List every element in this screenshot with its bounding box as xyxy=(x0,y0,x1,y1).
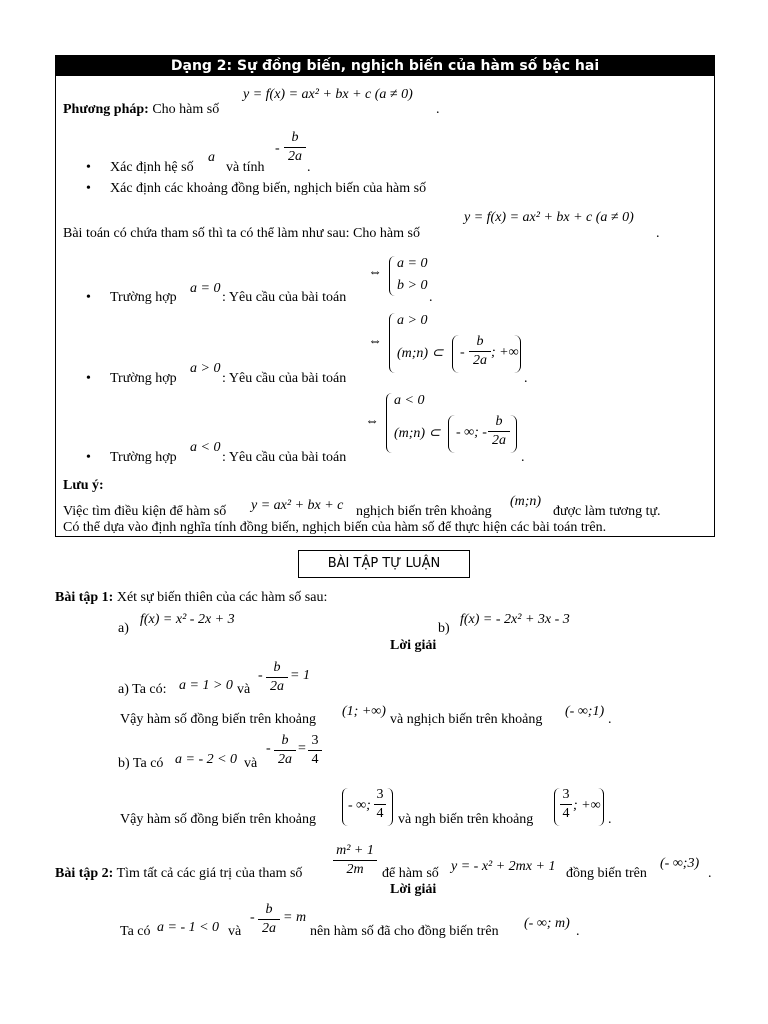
frac-num: b xyxy=(281,733,289,748)
case-req: : Yêu cầu của bài toán xyxy=(222,371,347,386)
frac-den: 2a xyxy=(284,147,306,166)
case1-sys1: a = 0 xyxy=(397,256,428,271)
frac-den: 4 xyxy=(374,804,386,823)
case2-sys1: a > 0 xyxy=(397,313,428,328)
equiv-icon: ⇔ xyxy=(368,334,382,349)
note-label: Lưu ý: xyxy=(63,478,104,493)
ex1-solution-label: Lời giải xyxy=(390,638,437,653)
ex1-a-label: a) xyxy=(118,621,129,636)
case3-cond: a < 0 xyxy=(190,440,221,455)
ex2-sol: Ta có xyxy=(120,924,151,939)
paren-right-icon xyxy=(387,788,393,826)
equiv-icon: ⇔ xyxy=(368,265,382,280)
ex1-b-sol: b) Ta có xyxy=(118,756,164,771)
frac-num: m² + 1 xyxy=(336,843,374,858)
case3-sys1: a < 0 xyxy=(394,393,425,408)
ex1-and: và xyxy=(237,682,251,697)
minus-sign: - xyxy=(266,741,271,756)
frac-num: 3 xyxy=(376,787,384,802)
func-definition: y = f(x) = ax² + bx + c (a ≠ 0) xyxy=(243,87,413,102)
frac-num: b xyxy=(265,902,273,917)
section-title: BÀI TẬP TỰ LUẬN xyxy=(298,550,470,578)
case-label: Trường hợp xyxy=(110,450,177,465)
ex1-b-cond: a = - 2 < 0 xyxy=(175,752,238,767)
bullet-icon: • xyxy=(86,450,91,465)
minus-sign: - xyxy=(460,345,465,360)
ex1-line xyxy=(55,590,327,606)
bullet1-text-b: và tính xyxy=(226,160,265,175)
fraction-b-2a xyxy=(266,659,288,696)
minus-sign: - xyxy=(258,668,263,683)
fraction-b-2a xyxy=(258,901,280,938)
brace-icon xyxy=(389,313,396,373)
ex2-text3: đồng biến trên xyxy=(566,866,647,881)
ex1-a-int2: (- ∞;1) xyxy=(565,704,605,719)
ex1-a-val: = 1 xyxy=(290,668,310,683)
ex1-b-func: f(x) = - 2x² + 3x - 3 xyxy=(460,612,570,627)
frac-den: 2a xyxy=(266,677,288,696)
case-req: : Yêu cầu của bài toán xyxy=(222,450,347,465)
ex1-a-sol: a) Ta có: xyxy=(118,682,167,697)
fraction-b-2a xyxy=(284,129,306,166)
frac-den: 4 xyxy=(560,804,572,823)
ex2-line xyxy=(55,866,302,882)
ex2-solution-label: Lời giải xyxy=(390,882,437,897)
frac-den: 2a xyxy=(469,351,491,370)
ex1-a-cond: a = 1 > 0 xyxy=(179,678,233,693)
frac-num: b xyxy=(495,414,503,429)
dot: . xyxy=(656,226,660,241)
minus-sign: - xyxy=(275,141,280,156)
ex1-b-label: b) xyxy=(438,621,450,636)
box-title: Dạng 2: Sự đồng biến, nghịch biến của hàm số bậc hai xyxy=(56,56,714,76)
frac-num: b xyxy=(291,130,299,145)
method-line xyxy=(63,102,219,118)
param-func: y = f(x) = ax² + bx + c (a ≠ 0) xyxy=(464,210,634,225)
paren-right-icon xyxy=(598,788,604,826)
method-text: Cho hàm số xyxy=(152,102,220,117)
ex1-b-concl2: và ngh biến trên khoảng xyxy=(398,812,534,827)
frac-den: 2m xyxy=(333,860,377,879)
fraction-b-2a xyxy=(274,732,296,769)
ex1-b-concl: Vậy hàm số đồng biến trên khoảng xyxy=(120,812,316,827)
equiv-icon: ⇔ xyxy=(365,414,379,429)
frac-num: b xyxy=(273,660,281,675)
ex2-and: và xyxy=(228,924,242,939)
paren-left-icon xyxy=(448,415,455,453)
paren-right-icon xyxy=(510,415,517,453)
note-1-interval: (m;n) xyxy=(510,494,542,509)
paren-right-icon xyxy=(514,335,521,373)
param-text: Bài toán có chứa tham số thì ta có thể làm như sau: Cho hàm số xyxy=(63,226,420,241)
method-label: Phương pháp: xyxy=(63,102,149,117)
bullet-icon: • xyxy=(86,371,91,386)
ex1-label: Bài tập 1: xyxy=(55,590,114,605)
bullet-icon: • xyxy=(86,181,91,196)
ex1-b-int1: - ∞; xyxy=(348,798,371,813)
note-2: Có thể dựa vào định nghĩa tính đồng biến, nghịch biến của hàm số để thực hiện các bài toán trên. xyxy=(63,520,607,535)
dot: . xyxy=(307,160,311,175)
bullet2-text: Xác định các khoảng đồng biến, nghịch biến của hàm số xyxy=(110,181,427,196)
frac-den: 2a xyxy=(258,919,280,938)
frac-den: 4 xyxy=(308,750,322,769)
fraction-b-2a xyxy=(488,413,510,450)
ex1-and: và xyxy=(244,756,258,771)
frac-num: b xyxy=(476,334,484,349)
case-label: Trường hợp xyxy=(110,371,177,386)
ex2-interval: (- ∞;3) xyxy=(660,856,700,871)
dot: . xyxy=(708,866,712,881)
fraction-b-2a xyxy=(469,333,491,370)
fraction-3-4 xyxy=(374,786,386,823)
case3-sys2a: (m;n) ⊂ xyxy=(394,426,441,441)
brace-icon xyxy=(386,393,393,453)
dot: . xyxy=(521,450,525,465)
fraction-3-4 xyxy=(560,786,572,823)
bullet1-var: a xyxy=(208,150,215,165)
note-1b: nghịch biến trên khoảng xyxy=(356,504,492,519)
ex2-text: Tìm tất cả các giá trị của tham số xyxy=(116,866,303,881)
ex2-sol-cond: a = - 1 < 0 xyxy=(157,920,220,935)
ex2-sol-interval: (- ∞; m) xyxy=(524,916,570,931)
note-1-func: y = ax² + bx + c xyxy=(251,498,344,513)
ex2-text2: để hàm số xyxy=(382,866,439,881)
ex1-a-concl: Vậy hàm số đồng biến trên khoảng xyxy=(120,712,316,727)
fraction-m2-2m xyxy=(333,842,377,879)
bullet1-text-a: Xác định hệ số xyxy=(110,160,194,175)
paren-left-icon xyxy=(452,335,459,373)
case3-sys2b: - ∞; - xyxy=(456,425,487,440)
bullet-icon: • xyxy=(86,160,91,175)
case-label: Trường hợp xyxy=(110,290,177,305)
ex1-a-func: f(x) = x² - 2x + 3 xyxy=(140,612,235,627)
ex1-a-int1: (1; +∞) xyxy=(342,704,386,719)
fraction-3-4 xyxy=(308,732,322,769)
frac-den: 2a xyxy=(274,750,296,769)
frac-num: 3 xyxy=(562,787,570,802)
case2-sys2a: (m;n) ⊂ xyxy=(397,346,444,361)
brace-icon xyxy=(389,256,396,296)
dot: . xyxy=(576,924,580,939)
minus-sign: - xyxy=(250,910,255,925)
dot: . xyxy=(524,371,528,386)
ex2-sol-val: = m xyxy=(283,910,307,925)
ex2-label: Bài tập 2: xyxy=(55,866,114,881)
note-1a: Việc tìm điều kiện để hàm số xyxy=(63,504,227,519)
ex1-a-concl2: và nghịch biến trên khoảng xyxy=(390,712,543,727)
equals-sign: = xyxy=(298,741,306,756)
dot: . xyxy=(436,102,440,117)
dot: . xyxy=(608,812,612,827)
case-req: : Yêu cầu của bài toán xyxy=(222,290,347,305)
frac-num: 3 xyxy=(311,733,319,748)
case1-sys2: b > 0 xyxy=(397,278,428,293)
case2-cond: a > 0 xyxy=(190,361,221,376)
case1-cond: a = 0 xyxy=(190,281,221,296)
ex2-func: y = - x² + 2mx + 1 xyxy=(451,859,556,874)
ex2-sol2: nên hàm số đã cho đồng biến trên xyxy=(310,924,499,939)
note-1c: được làm tương tự. xyxy=(553,504,661,519)
ex1-text: Xét sự biến thiên của các hàm số sau: xyxy=(116,590,328,605)
dot: . xyxy=(608,712,612,727)
bullet-icon: • xyxy=(86,290,91,305)
dot: . xyxy=(429,290,433,305)
case2-sys2b: ; +∞ xyxy=(491,345,519,360)
ex1-b-int2: ; +∞ xyxy=(573,798,601,813)
frac-den: 2a xyxy=(488,431,510,450)
